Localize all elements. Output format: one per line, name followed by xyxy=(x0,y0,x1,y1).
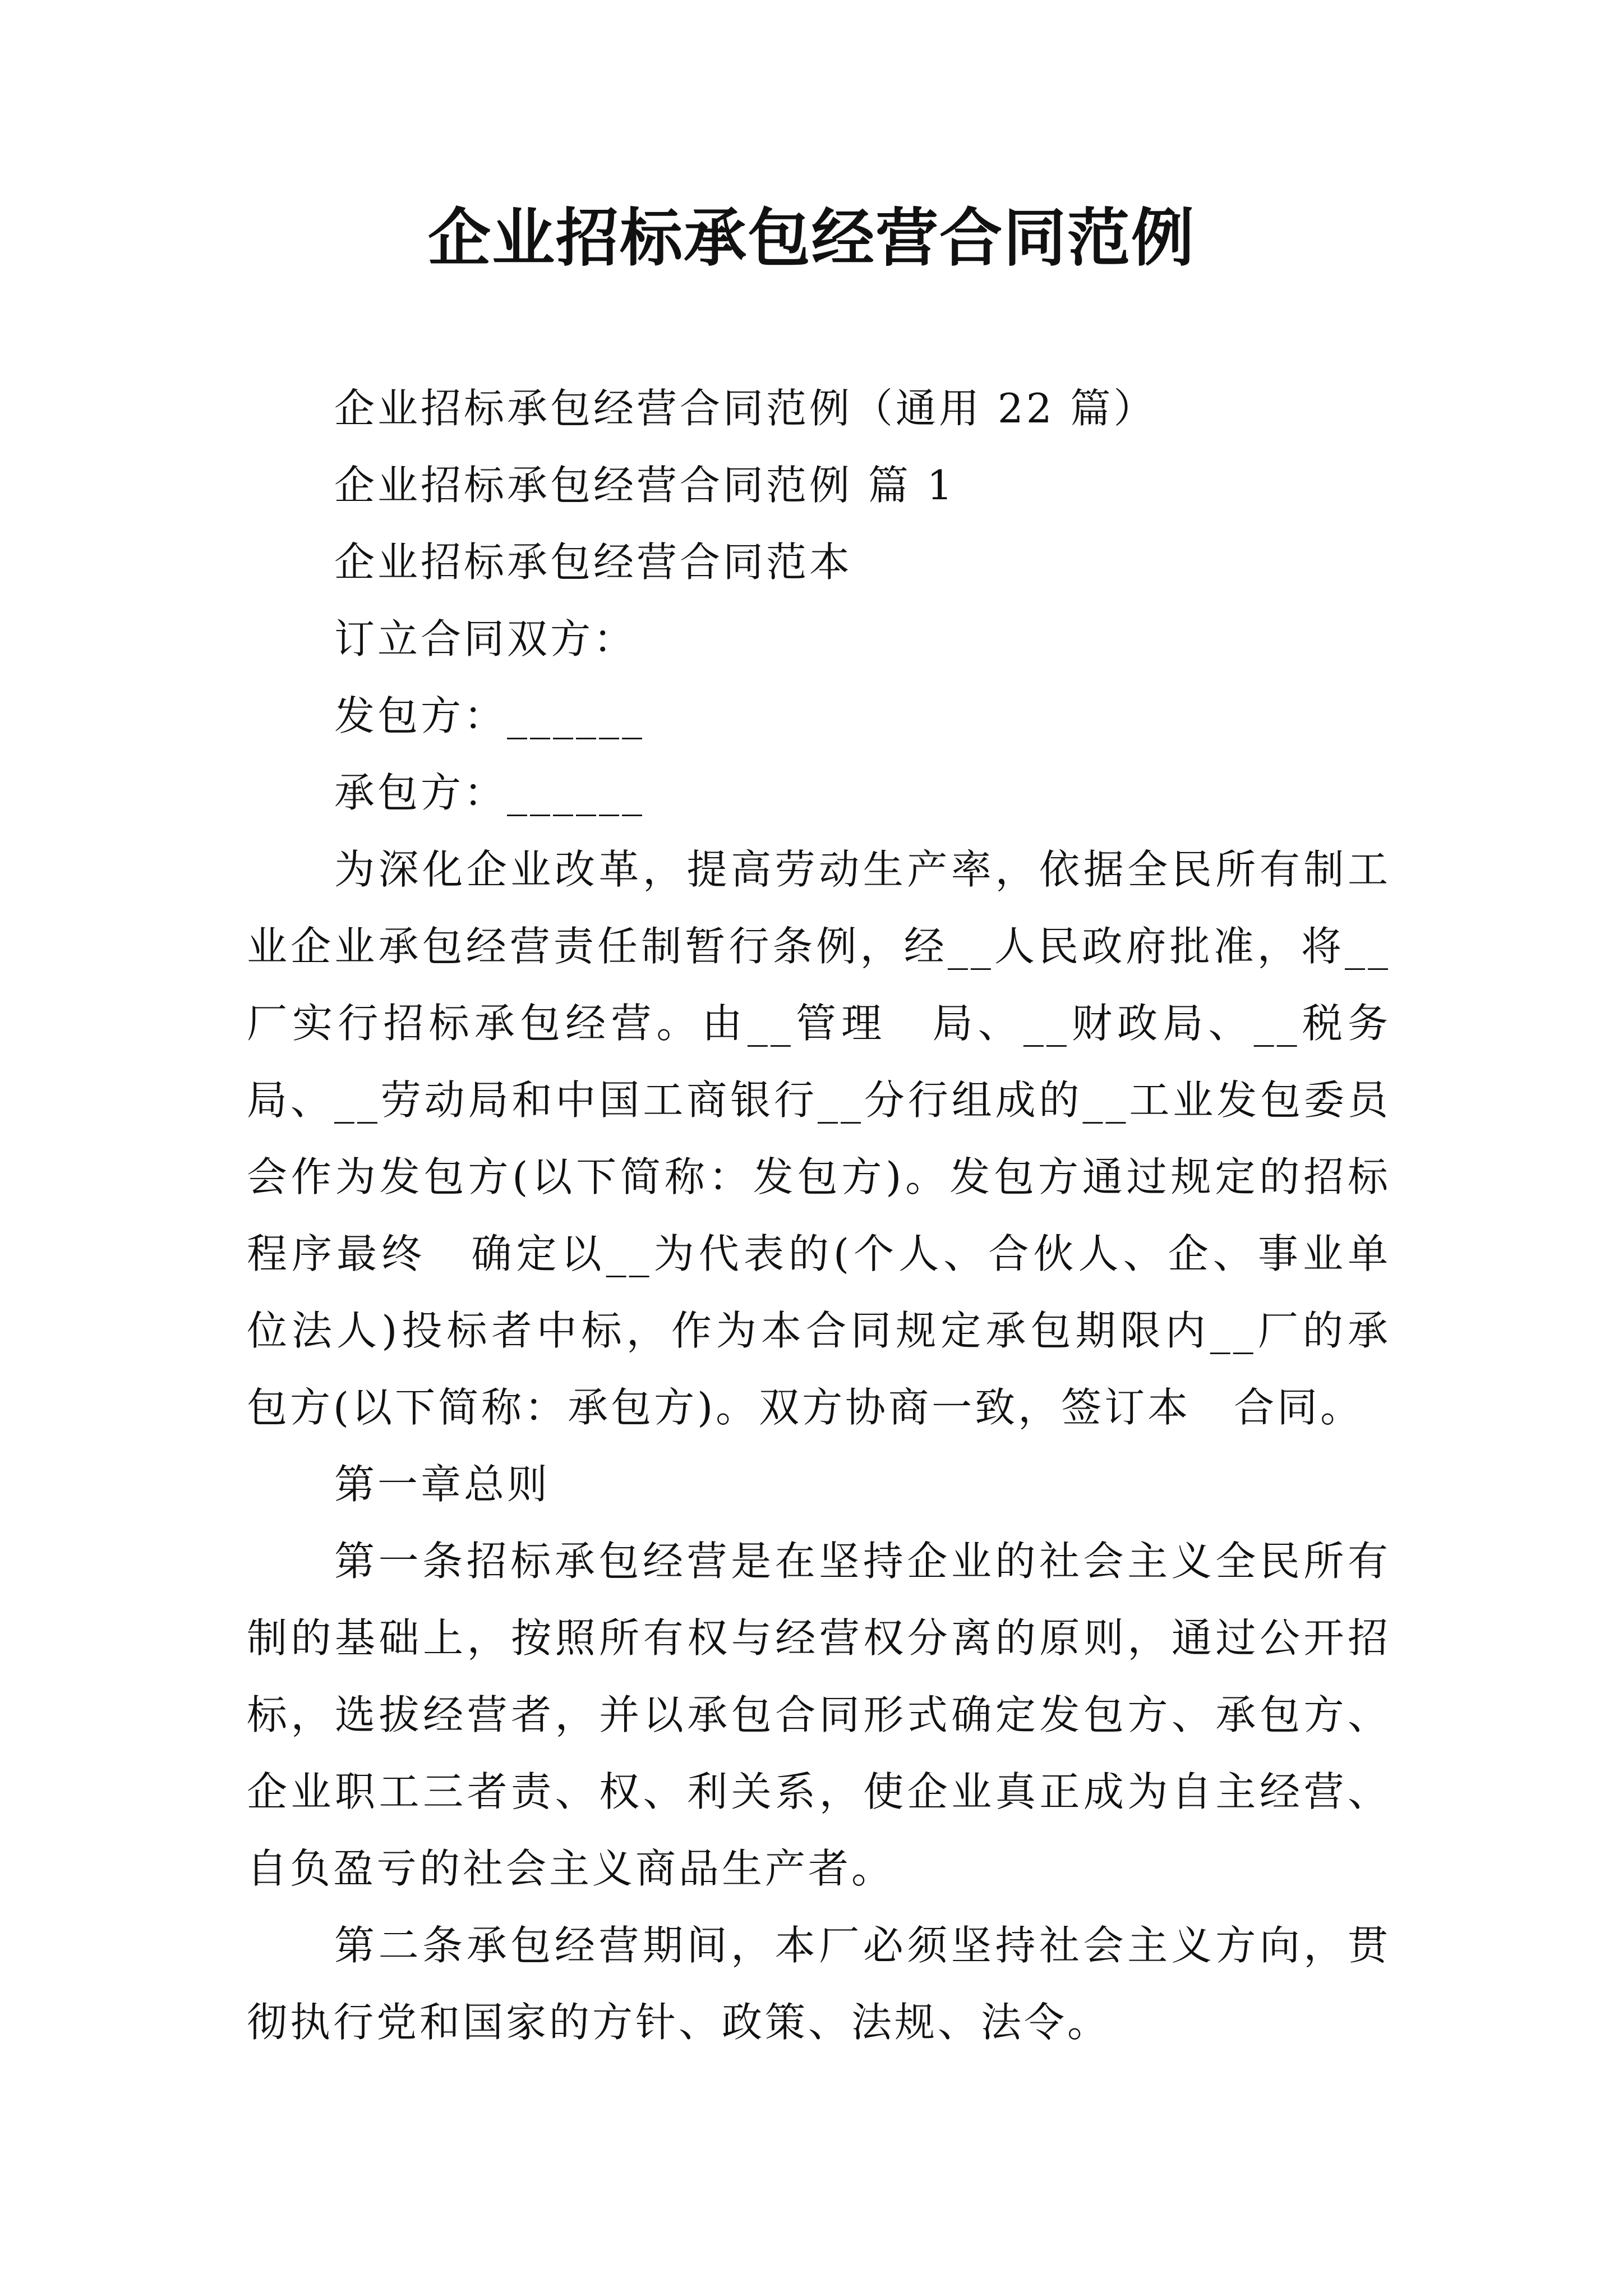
paragraph-preamble: 为深化企业改革，提高劳动生产率，依据全民所有制工业企业承包经营责任制暂行条例，经__人民政府批准，将__厂实行招标承包经营。由__管理 局、__财政局、__税务局、__劳动局和中国工商银行__分行组成的__工业发包委员会作为发包方(以下简称：发包方)。发包方通过规定的招标程序最终 确定以__为代表的(个人、合伙人、企、事业单位法人)投标者中标，作为本合同规定承包期限内__厂的承包方(以下简称：承包方)。双方协商一致，签订本 合同。 xyxy=(247,846,1391,1431)
paragraph-chapter-heading: 企业招标承包经营合同范例 篇 1 xyxy=(334,462,956,509)
paragraph-subtitle: 企业招标承包经营合同范例（通用 22 篇） xyxy=(334,385,1157,432)
document-body xyxy=(247,370,1391,2061)
paragraph-template-heading: 企业招标承包经营合同范本 xyxy=(334,539,853,586)
paragraph-parties-label: 订立合同双方： xyxy=(334,615,637,662)
paragraph-article-two: 第二条承包经营期间，本厂必须坚持社会主义方向，贯彻执行党和国家的方针、政策、法规、法令。 xyxy=(247,1922,1391,2046)
paragraph-contractor-undertaker: 承包方：______ xyxy=(334,769,645,816)
document-title: 企业招标承包经营合同范例 xyxy=(428,202,1195,275)
paragraph-contractor-issuer: 发包方：______ xyxy=(334,692,645,739)
paragraph-chapter-one: 第一章总则 xyxy=(334,1461,551,1508)
paragraph-article-one: 第一条招标承包经营是在坚持企业的社会主义全民所有制的基础上，按照所有权与经营权分离的原则，通过公开招标，选拔经营者，并以承包合同形式确定发包方、承包方、企业职工三者责、权、利关系，使企业真正成为自主经营、自负盈亏的社会主义商品生产者。 xyxy=(247,1538,1391,1892)
